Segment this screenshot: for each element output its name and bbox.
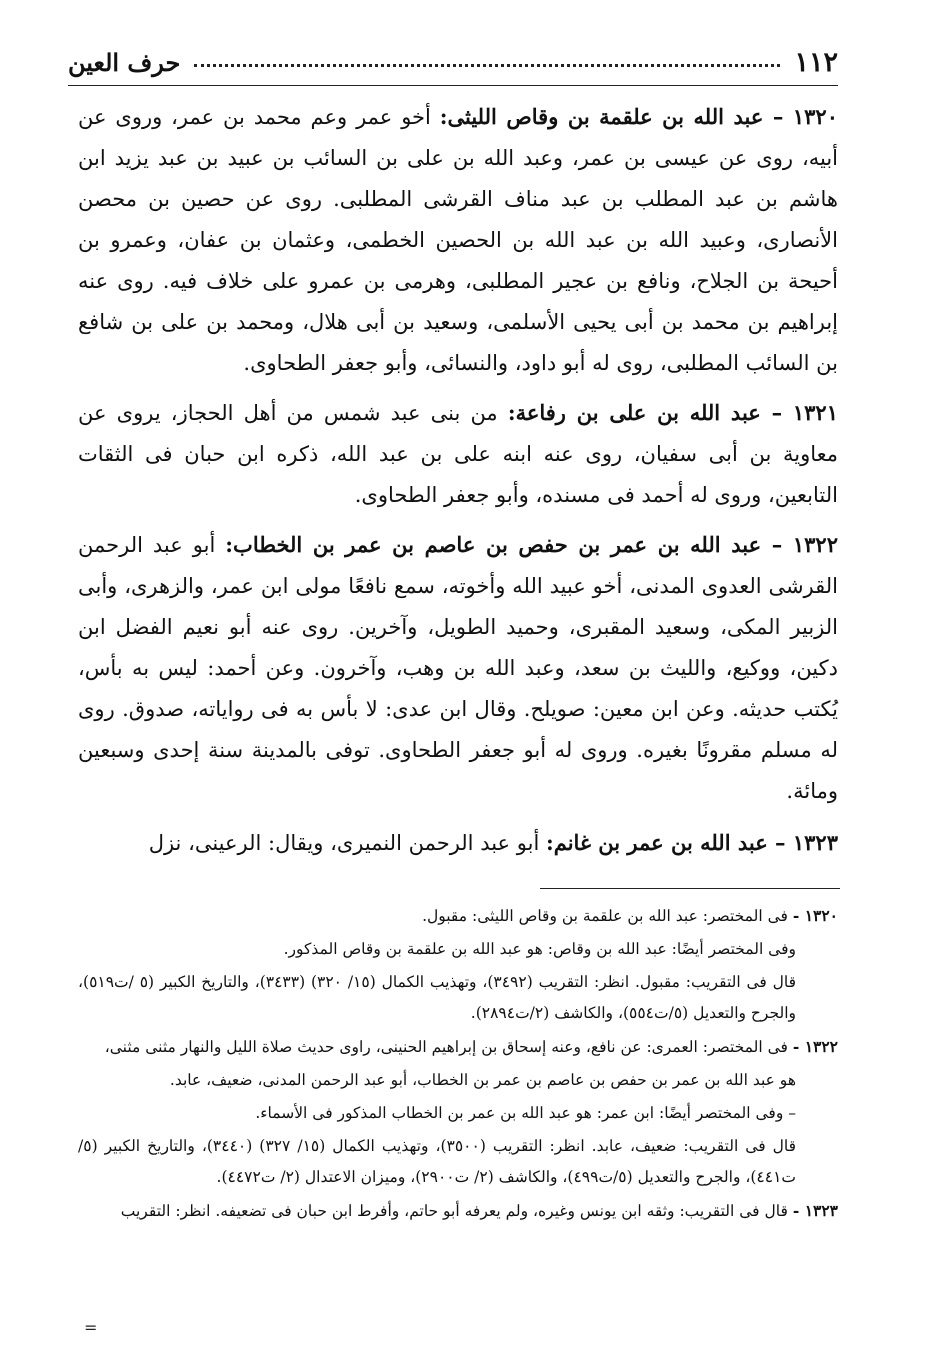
entry-number: ١٣٢٠ bbox=[792, 104, 838, 129]
entry-number: ١٣٢٣ bbox=[792, 830, 838, 855]
entry-1321: ١٣٢١ – عبد الله بن على بن رفاعة: من بنى عبد شمس من أهل الحجاز، يروى عن معاوية بن أبى سفيان، روى عنه ابنه على بن عبد الله، ذكره ابن حبان فى الثقات التابعين، وروى له أحمد فى مسنده، وأبو جعفر الطحاوى. bbox=[78, 400, 838, 507]
entry-1320: ١٣٢٠ – عبد الله بن علقمة بن وقاص الليثى: أخو عمر وعم محمد بن عمر، وروى عن أبيه، روى عن عيسى بن عمر، وعبد الله بن على بن السائب بن عبيد بن عبد يزيد ابن هاشم بن عبد المطلب بن عبد مناف القرشى المطلبى. روى عن حصين بن محصن الأنصارى، وعبيد الله بن عبد الله بن الحصين الخطمى، وعثمان بن عفان، وعمرو بن أحيحة بن الجلاح، ونافع بن عجير المطلبى، وهرمى بن عمرو على خلاف فيه. روى عنه إبراهيم بن محمد بن أبى يحيى الأسلمى، وسعيد بن أبى هلال، ومحمد بن على بن شافع بن السائب المطلبى، روى له أبو داود، والنسائى، وأبو جعفر الطحاوى. bbox=[78, 104, 838, 375]
footnote-number: ١٣٢٠ - bbox=[792, 906, 838, 925]
continuation-mark: = bbox=[84, 1318, 98, 1337]
entry-text: أبو عبد الرحمن النميرى، ويقال: الرعينى، نزل bbox=[148, 831, 540, 855]
footnote-1320-line: ١٣٢٠ - فى المختصر: عبد الله بن علقمة بن وقاص الليثى: مقبول. bbox=[422, 906, 838, 925]
footnote-number: ١٣٢٣ - bbox=[792, 1201, 838, 1220]
footnote-number: ١٣٢٢ - bbox=[792, 1037, 838, 1056]
footnote-divider bbox=[540, 888, 840, 889]
footnotes bbox=[78, 900, 838, 1229]
footnote-1322-line: – وفى المختصر أيضًا: ابن عمر: هو عبد الله بن عمر بن الخطاب المذكور فى الأسماء. bbox=[255, 1104, 796, 1122]
footnote-1323-line: ١٣٢٣ - قال فى التقريب: وثقه ابن يونس وغيره، ولم يعرفه أبو حاتم، وأفرط ابن حبان فى تضعيفه. انظر: التقريب bbox=[120, 1201, 838, 1220]
footnote-1322-line: قال فى التقريب: ضعيف، عابد. انظر: التقريب (٣٥٠٠)، وتهذيب الكمال (١٥/ ٣٢٧) (٣٤٤٠)، والتاريخ الكبير (٥/ت٤٤١)، والجرح والتعديل (٥/ت٤٩٩)، والكاشف (٢/ ت٢٩٠٠)، وميزان الاعتدال (٢/ ت٤٤٧٢). bbox=[78, 1137, 797, 1186]
footnote-1320-line: وفى المختصر أيضًا: عبد الله بن وقاص: هو عبد الله بن علقمة بن وقاص المذكور. bbox=[283, 940, 796, 958]
entry-1322: ١٣٢٢ – عبد الله بن عمر بن حفص بن عاصم بن عمر بن الخطاب: أبو عبد الرحمن القرشى العدوى المدنى، أخو عبيد الله وأخوته، سمع نافعًا مولى ابن عمر، والزهرى، وأبى الزبير المكى، وسعيد المقبرى، وحميد الطويل، وآخرين. روى عنه أبو نعيم الفضل ابن دكين، ووكيع، والليث بن سعد، وعبد الله بن وهب، وآخرون. وعن أحمد: ليس به بأس، يُكتب حديثه. وعن ابن معين: صويلح. وقال ابن عدى: لا بأس به فى رواياته، صدوق. روى له مسلم مقرونًا بغيره. وروى له أبو جعفر الطحاوى. توفى بالمدينة سنة إحدى وسبعين ومائة. bbox=[78, 532, 838, 803]
entry-text: من بنى عبد شمس من أهل الحجاز، يروى عن معاوية بن أبى سفيان، روى عنه ابنه على بن عبد الله، ذكره ابن حبان فى الثقات التابعين، وروى له أحمد فى مسنده، وأبو جعفر الطحاوى. bbox=[78, 401, 838, 507]
entry-text: أخو عمر وعم محمد بن عمر، وروى عن أبيه، روى عن عيسى بن عمر، وعبد الله بن على بن السائب بن عبيد بن عبد يزيد ابن هاشم بن عبد المطلب بن عبد مناف القرشى المطلبى. روى عن حصين بن محصن الأنصارى، وعبيد الله بن عبد الله بن الحصين الخطمى، وعثمان بن عفان، وعمرو بن أحيحة بن الجلاح، ونافع بن عجير المطلبى، وهرمى بن عمرو على خلاف فيه. روى عنه إبراهيم بن محمد بن أبى يحيى الأسلمى، وسعيد بن أبى هلال، ومحمد بن على بن شافع بن السائب المطلبى، روى له أبو داود، والنسائى، وأبو جعفر الطحاوى. bbox=[78, 105, 838, 375]
page-number: ١١٢ bbox=[794, 47, 838, 78]
entry-1323: ١٣٢٣ – عبد الله بن عمر بن غانم: أبو عبد الرحمن النميرى، ويقال: الرعينى، نزل bbox=[148, 830, 838, 855]
entry-name: عبد الله بن علقمة بن وقاص الليثى: bbox=[439, 104, 764, 129]
main-text bbox=[78, 96, 838, 868]
footnote-1322-line: ١٣٢٢ - فى المختصر: العمرى: عن نافع، وعنه إسحاق بن إبراهيم الحنينى، راوى حديث صلاة الليل والنهار مثنى مثنى، bbox=[104, 1037, 838, 1056]
entry-text: أبو عبد الرحمن القرشى العدوى المدنى، أخو عبيد الله وأخوته، سمع نافعًا مولى ابن عمر، والزهرى، وأبى الزبير المكى، وسعيد المقبرى، وحميد الطويل، وآخرين. روى عنه أبو نعيم الفضل ابن دكين، ووكيع، والليث بن سعد، وعبد الله بن وهب، وآخرون. وعن أحمد: ليس به بأس، يُكتب حديثه. وعن ابن معين: صويلح. وقال ابن عدى: لا بأس به فى رواياته، صدوق. روى له مسلم مقرونًا بغيره. وروى له أبو جعفر الطحاوى. توفى بالمدينة سنة إحدى وسبعين ومائة. bbox=[78, 533, 838, 803]
entry-number: ١٣٢١ bbox=[792, 400, 838, 425]
entry-name: عبد الله بن عمر بن غانم: bbox=[545, 830, 768, 855]
entry-name: عبد الله بن على بن رفاعة: bbox=[507, 400, 761, 425]
entry-number: ١٣٢٢ bbox=[792, 532, 838, 557]
chapter-title: حرف العين bbox=[68, 48, 181, 77]
header-leader-dots bbox=[194, 64, 780, 67]
entry-name: عبد الله بن عمر بن حفص بن عاصم بن عمر بن الخطاب: bbox=[225, 532, 762, 557]
page-header bbox=[68, 40, 838, 86]
footnote-1320-line: قال فى التقريب: مقبول. انظر: التقريب (٣٤٩٢)، وتهذيب الكمال (١٥/ ٣٢٠) (٣٤٣٣)، والتاريخ الكبير (٥ /ت٥١٩)، والجرح والتعديل (٥/ت٥٥٤)، والكاشف (٢/ت٢٨٩٤). bbox=[78, 973, 797, 1022]
footnote-1322-line: هو عبد الله بن عمر بن حفص بن عاصم بن عمر بن الخطاب، أبو عبد الرحمن المدنى، ضعيف، عابد. bbox=[169, 1071, 796, 1089]
